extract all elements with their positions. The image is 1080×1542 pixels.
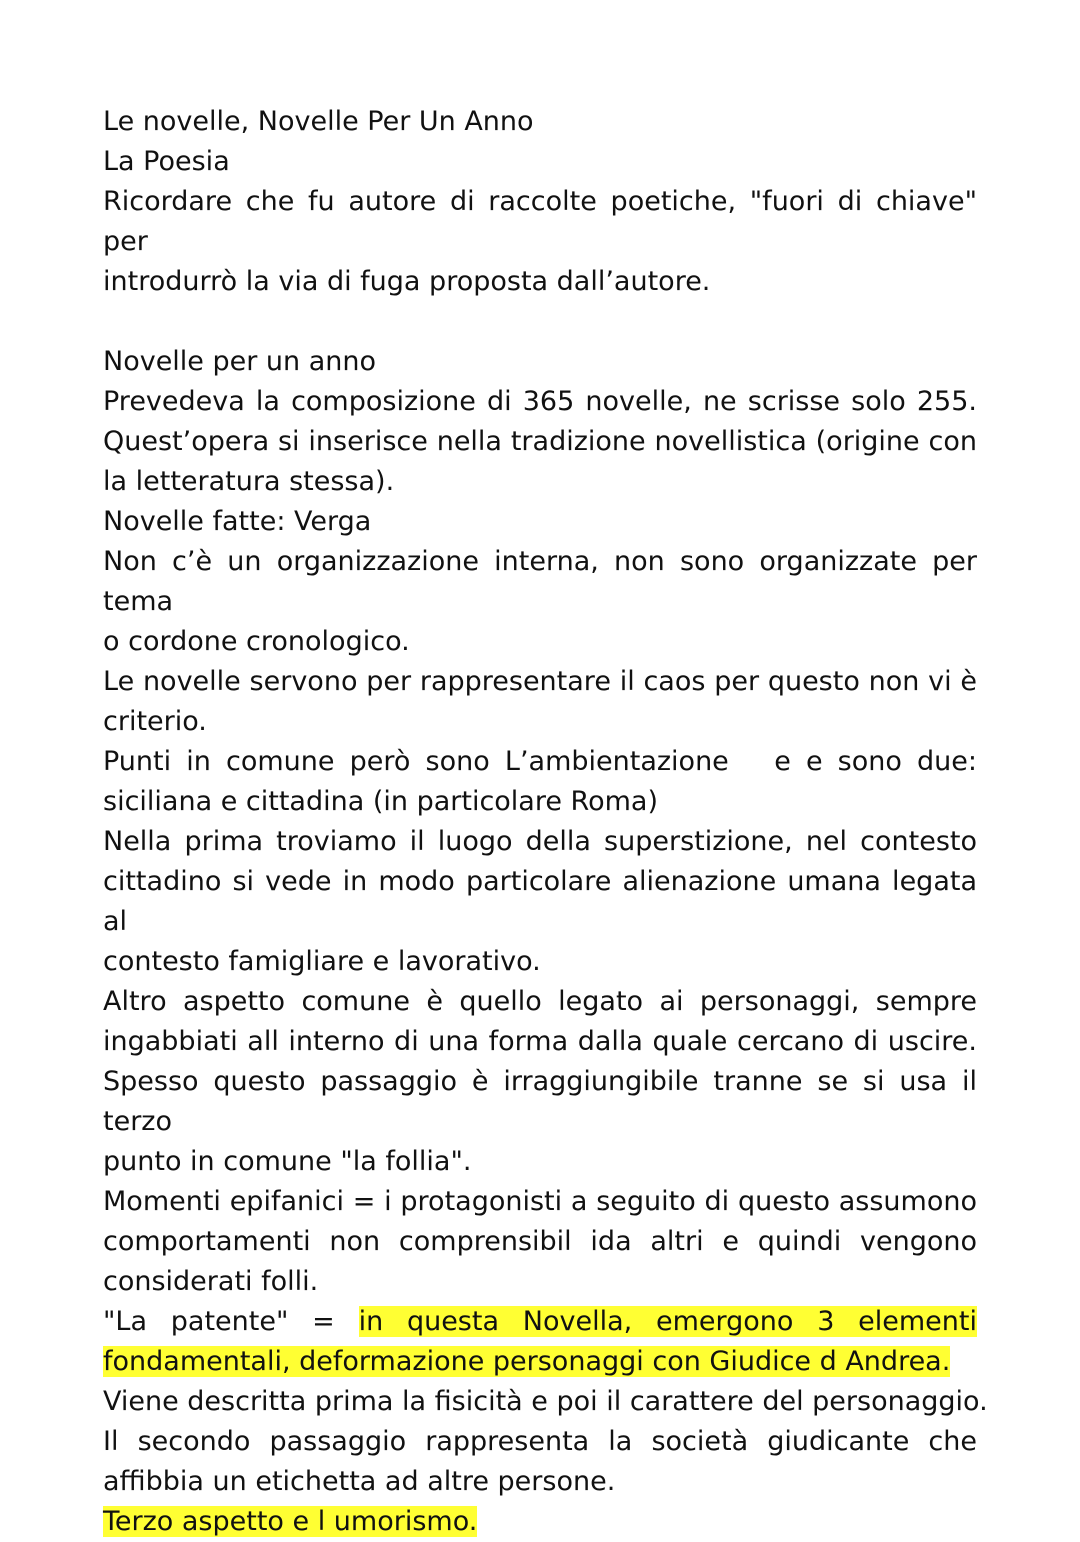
paragraph-gap: [103, 302, 977, 342]
novelle-line: la letteratura stessa).: [103, 466, 395, 497]
patente-line: Viene descritta prima la fisicità e poi il carattere del personaggio.: [103, 1386, 988, 1417]
novelle-heading: Novelle per un anno: [103, 346, 377, 377]
novelle-line: ingabbiati all interno di una forma dalla quale cercano di uscire.: [103, 1026, 977, 1057]
novelle-line: Punti in comune però sono L’ambientazione e e sono due:: [103, 746, 977, 777]
poesia-heading: La Poesia: [103, 146, 230, 177]
novelle-line: Quest’opera si inserisce nella tradizione novellistica (origine con: [103, 426, 977, 457]
patente-line: [103, 1502, 977, 1542]
novelle-line: criterio.: [103, 706, 207, 737]
novelle-line: punto in comune "la follia".: [103, 1146, 472, 1177]
patente-line: Il secondo passaggio rappresenta la società giudicante che: [103, 1426, 977, 1457]
novelle-line: Momenti epifanici = i protagonisti a seguito di questo assumono: [103, 1186, 977, 1217]
document-page: [103, 102, 988, 1542]
novelle-line: Non c’è un organizzazione interna, non sono organizzate per tema: [103, 546, 977, 617]
novelle-line: Spesso questo passaggio è irraggiungibile tranne se si usa il terzo: [103, 1066, 977, 1137]
novelle-line: o cordone cronologico.: [103, 626, 410, 657]
patente-line: [103, 1302, 977, 1342]
novelle-line: Prevedeva la composizione di 365 novelle, ne scrisse solo 255.: [103, 386, 977, 417]
novelle-line: contesto famigliare e lavorativo.: [103, 946, 541, 977]
novelle-line: Altro aspetto comune è quello legato ai personaggi, sempre: [103, 986, 977, 1017]
poesia-text-line: introdurrò la via di fuga proposta dall’autore.: [103, 266, 711, 297]
patente-prefix: "La patente" =: [103, 1306, 359, 1337]
patente-highlight: fondamentali, deformazione personaggi con Giudice d Andrea.: [103, 1346, 951, 1377]
patente-line: affibbia un etichetta ad altre persone.: [103, 1466, 616, 1497]
novelle-line: considerati folli.: [103, 1266, 319, 1297]
novelle-line: siciliana e cittadina (in particolare Roma): [103, 786, 659, 817]
poesia-text-line: Ricordare che fu autore di raccolte poetiche, "fuori di chiave" per: [103, 186, 977, 257]
novelle-line: Nella prima troviamo il luogo della superstizione, nel contesto: [103, 826, 977, 857]
novelle-line: cittadino si vede in modo particolare alienazione umana legata al: [103, 866, 977, 937]
novelle-line: comportamenti non comprensibil ida altri e quindi vengono: [103, 1226, 977, 1257]
patente-line: [103, 1342, 977, 1382]
patente-highlight: in questa Novella, emergono 3 elementi: [358, 1306, 977, 1337]
document-title: Le novelle, Novelle Per Un Anno: [103, 106, 534, 137]
novelle-line: Novelle fatte: Verga: [103, 506, 372, 537]
novelle-line: Le novelle servono per rappresentare il caos per questo non vi è: [103, 666, 977, 697]
umorismo-highlight: Terzo aspetto e l umorismo.: [103, 1506, 478, 1537]
